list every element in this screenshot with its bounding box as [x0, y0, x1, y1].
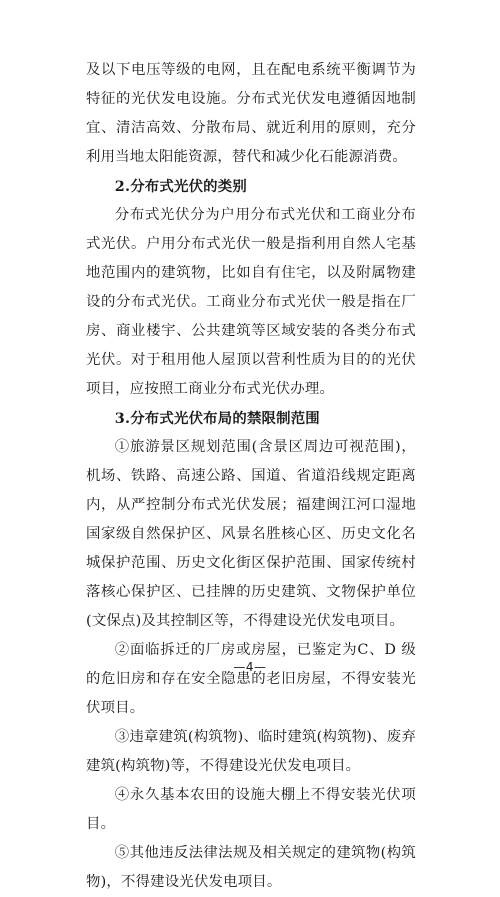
paragraph-categories: 分布式光伏分为户用分布式光伏和工商业分布式光伏。户用分布式光伏一般是指利用自然人宅基地范围内的建筑物，比如自有住宅，以及附属物建设的分布式光伏。工商业分布式光伏一般是指在厂房、商业楼宇、公共建筑等区域安装的各类分布式光伏。对于租用他人屋顶以营利性质为目的的光伏项目，应按照工商业分布式光伏办理。: [86, 207, 416, 397]
restriction-item-2: ②面临拆迁的厂房或房屋，已鉴定为C、D 级的危旧房和存在安全隐患的老旧房屋，不得安装光伏项目。: [86, 642, 416, 716]
page-number: —4—: [233, 660, 267, 674]
section-heading-restrictions: 3.分布式光伏布局的禁限制范围: [114, 410, 320, 427]
restriction-item-5: ⑤其他违反法律法规及相关规定的建筑物(构筑物)，不得建设光伏发电项目。: [86, 845, 416, 890]
section-heading-categories: 2.分布式光伏的类别: [114, 178, 247, 195]
restriction-item-4: ④永久基本农田的设施大棚上不得安装光伏项目。: [86, 787, 416, 832]
document-body: [86, 56, 416, 897]
paragraph-continuation: 及以下电压等级的电网，且在配电系统平衡调节为特征的光伏发电设施。分布式光伏发电遵循因地制宜、清洁高效、分散布局、就近利用的原则，充分利用当地太阳能资源，替代和减少化石能源消费。: [86, 62, 416, 165]
restriction-item-1: ①旅游景区规划范围(含景区周边可视范围)，机场、铁路、高速公路、国道、省道沿线规定距离内，从严控制分布式光伏发展；福建闽江河口湿地国家级自然保护区、风景名胜核心区、历史文化名城保护范围、历史文化街区保护范围、国家传统村落核心保护区、已挂牌的历史建筑、文物保护单位(文保点)及其控制区等，不得建设光伏发电项目。: [86, 439, 416, 629]
restriction-item-3: ③违章建筑(构筑物)、临时建筑(构筑物)、废弃建筑(构筑物)等，不得建设光伏发电项目。: [86, 729, 416, 774]
